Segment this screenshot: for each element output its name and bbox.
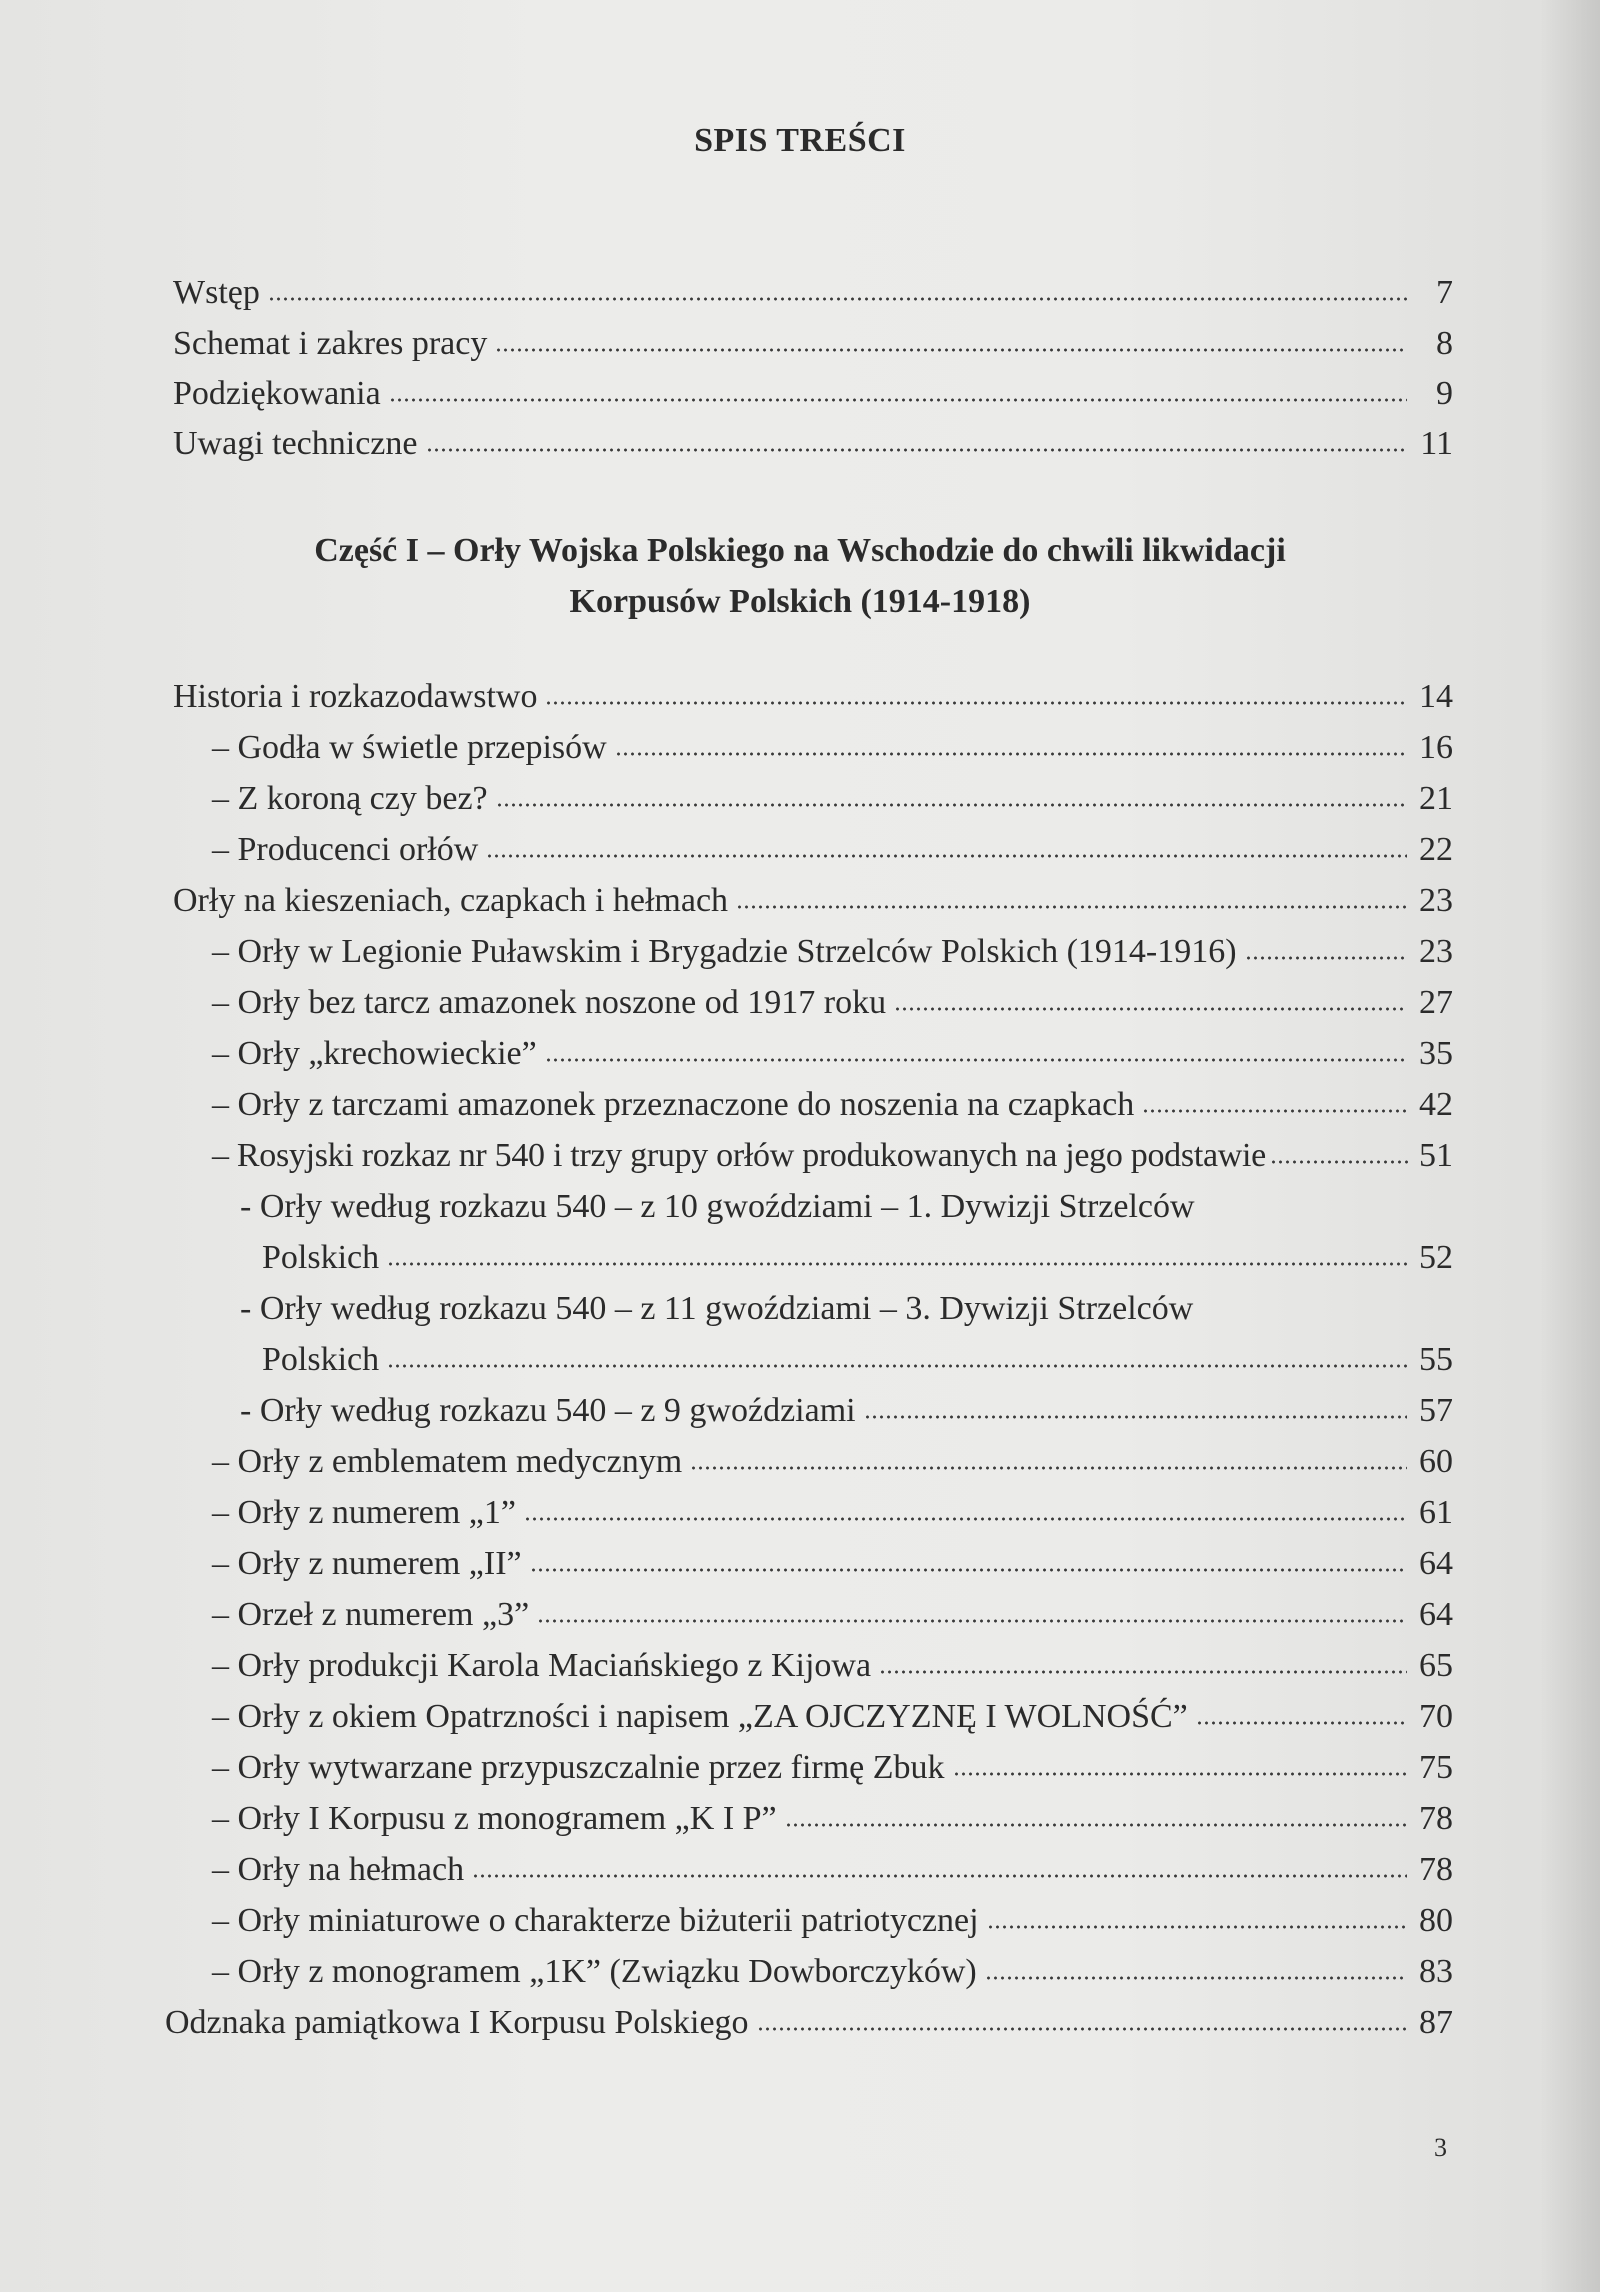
part-title-line2: Korpusów Polskich (1914-1918) <box>569 583 1031 620</box>
dot-leader <box>387 1260 1407 1268</box>
toc-entry <box>173 424 1453 464</box>
dot-leader <box>879 1668 1407 1676</box>
toc-entry-page: 16 <box>1419 729 1453 766</box>
toc-entry-page: 14 <box>1419 678 1453 715</box>
toc-entry-page: 8 <box>1436 325 1453 362</box>
dot-leader <box>530 1566 1407 1574</box>
dot-leader <box>953 1770 1407 1778</box>
toc-entry <box>212 1595 1453 1635</box>
toc-entry-label: Schemat i zakres pracy <box>173 325 488 362</box>
toc-entry <box>212 1850 1453 1890</box>
toc-entry-page: 75 <box>1419 1749 1453 1786</box>
dot-leader <box>987 1923 1407 1931</box>
toc-entry <box>212 932 1453 972</box>
toc-entry-page: 64 <box>1419 1545 1453 1582</box>
toc-entry-page: 80 <box>1419 1902 1453 1939</box>
toc-entry-label: – Orły „krechowieckie” <box>212 1035 537 1072</box>
dot-leader <box>537 1617 1407 1625</box>
page-number: 3 <box>1434 2133 1447 2162</box>
toc-entry-page: 87 <box>1419 2004 1453 2041</box>
dot-leader <box>426 446 1408 454</box>
toc-entry <box>212 983 1453 1023</box>
toc-entry-label: Wstęp <box>173 274 260 311</box>
dot-leader <box>1270 1158 1411 1166</box>
toc-entry <box>212 1442 1453 1482</box>
toc-entry-label: – Orły miniaturowe o charakterze biżuterii patriotycznej <box>212 1902 979 1939</box>
dot-leader <box>496 801 1407 809</box>
dot-leader <box>1142 1107 1407 1115</box>
toc-entry-page: 70 <box>1419 1698 1453 1735</box>
dot-leader <box>690 1464 1407 1472</box>
toc-entry <box>262 1238 1453 1278</box>
toc-entry <box>212 1697 1453 1737</box>
toc-entry <box>212 1034 1453 1074</box>
toc-entry <box>240 1391 1453 1431</box>
toc-entry-page: 60 <box>1419 1443 1453 1480</box>
dot-leader <box>389 396 1407 404</box>
dot-leader <box>524 1515 1407 1523</box>
toc-entry <box>173 273 1453 313</box>
toc-entry-page: 51 <box>1419 1137 1453 1174</box>
dot-leader <box>1196 1719 1407 1727</box>
toc-entry-page: 57 <box>1419 1392 1453 1429</box>
toc-entry-label: – Orły bez tarcz amazonek noszone od 1917 roku <box>212 984 887 1021</box>
toc-entry-label: – Producenci orłów <box>212 831 479 868</box>
toc-entry-label: – Orły produkcji Karola Maciańskiego z Kijowa <box>212 1647 872 1684</box>
toc-entry-page: 22 <box>1419 831 1453 868</box>
toc-entry-label: – Orły z emblematem medycznym <box>212 1443 683 1480</box>
toc-entry <box>212 1085 1453 1125</box>
toc-entry <box>212 1646 1453 1686</box>
toc-entry <box>212 779 1453 819</box>
dot-leader <box>545 699 1407 707</box>
toc-entry-label: Podziękowania <box>173 375 381 412</box>
toc-entry <box>212 1748 1453 1788</box>
toc-entry-page: 55 <box>1419 1341 1453 1378</box>
dot-leader <box>785 1821 1407 1829</box>
toc-entry-page: 23 <box>1419 882 1453 919</box>
dot-leader <box>864 1413 1407 1421</box>
toc-entry-label-line1: - Orły według rozkazu 540 – z 11 gwoździami – 3. Dywizji Strzelców <box>240 1290 1194 1327</box>
toc-entry-label: – Orły z tarczami amazonek przeznaczone do noszenia na czapkach <box>212 1086 1135 1123</box>
dot-leader <box>736 903 1407 911</box>
toc-entry <box>165 2003 1453 2043</box>
toc-entry-page: 61 <box>1419 1494 1453 1531</box>
dot-leader <box>486 852 1407 860</box>
toc-entry-label: - Orły według rozkazu 540 – z 9 gwoździami <box>240 1392 856 1429</box>
toc-entry <box>212 1493 1453 1533</box>
toc-entry-label: – Z koroną czy bez? <box>212 780 488 817</box>
toc-entry <box>262 1340 1453 1380</box>
dot-leader <box>985 1974 1407 1982</box>
dot-leader <box>1245 954 1407 962</box>
toc-entry <box>212 830 1453 870</box>
toc-entry-label: – Orły I Korpusu z monogramem „K I P” <box>212 1800 777 1837</box>
toc-entry-label: Polskich <box>262 1239 380 1276</box>
toc-entry-label: Uwagi techniczne <box>173 425 418 462</box>
toc-entry-page: 64 <box>1419 1596 1453 1633</box>
toc-entry <box>212 1952 1453 1992</box>
toc-entry <box>173 374 1453 414</box>
toc-entry-page: 11 <box>1420 425 1453 462</box>
toc-entry-page: 23 <box>1419 933 1453 970</box>
toc-entry <box>173 677 1453 717</box>
toc-entry <box>212 1544 1453 1584</box>
toc-entry-page: 7 <box>1436 274 1453 311</box>
toc-entry-label: Odznaka pamiątkowa I Korpusu Polskiego <box>165 2004 749 2041</box>
toc-entry <box>212 1136 1453 1176</box>
toc-entry-label: – Orły w Legionie Puławskim i Brygadzie Strzelców Polskich (1914-1916) <box>212 933 1237 970</box>
toc-entry <box>212 1799 1453 1839</box>
toc-entry-page: 21 <box>1419 780 1453 817</box>
toc-entry <box>173 881 1453 921</box>
toc-entry-page: 65 <box>1419 1647 1453 1684</box>
toc-entry-label: – Orły z monogramem „1K” (Związku Dowborczyków) <box>212 1953 977 1990</box>
toc-entry-label: – Rosyjski rozkaz nr 540 i trzy grupy orłów produkowanych na jego podstawie <box>212 1137 1266 1174</box>
toc-entry-label: – Orły z numerem „II” <box>212 1545 522 1582</box>
dot-leader <box>757 2025 1407 2033</box>
dot-leader <box>472 1872 1407 1880</box>
toc-entry-page: 35 <box>1419 1035 1453 1072</box>
dot-leader <box>615 750 1407 758</box>
toc-entry-page: 78 <box>1419 1851 1453 1888</box>
page-heading: SPIS TREŚCI <box>694 122 906 159</box>
toc-entry-page: 78 <box>1419 1800 1453 1837</box>
dot-leader <box>495 346 1407 354</box>
toc-entry <box>173 324 1453 364</box>
toc-entry-label: Orły na kieszeniach, czapkach i hełmach <box>173 882 729 919</box>
toc-entry-label: – Orły na hełmach <box>212 1851 465 1888</box>
toc-entry-page: 27 <box>1419 984 1453 1021</box>
dot-leader <box>387 1362 1407 1370</box>
dot-leader <box>894 1005 1407 1013</box>
toc-entry-label: – Orły z numerem „1” <box>212 1494 516 1531</box>
toc-entry-label: – Orły wytwarzane przypuszczalnie przez firmę Zbuk <box>212 1749 945 1786</box>
toc-entry-label: Polskich <box>262 1341 380 1378</box>
toc-entry-page: 52 <box>1419 1239 1453 1276</box>
toc-entry-label: Historia i rozkazodawstwo <box>173 678 538 715</box>
toc-entry-label: – Orły z okiem Opatrzności i napisem „ZA OJCZYZNĘ I WOLNOŚĆ” <box>212 1698 1188 1735</box>
toc-entry-label-line1: - Orły według rozkazu 540 – z 10 gwoździami – 1. Dywizji Strzelców <box>240 1188 1195 1225</box>
toc-entry <box>212 728 1453 768</box>
toc-entry-page: 9 <box>1436 375 1453 412</box>
toc-entry-page: 42 <box>1419 1086 1453 1123</box>
toc-entry-label: – Godła w świetle przepisów <box>212 729 607 766</box>
dot-leader <box>545 1056 1407 1064</box>
toc-entry <box>212 1901 1453 1941</box>
dot-leader <box>268 295 1407 303</box>
toc-entry-label: – Orzeł z numerem „3” <box>212 1596 530 1633</box>
toc-entry-page: 83 <box>1419 1953 1453 1990</box>
part-title-line1: Część I – Orły Wojska Polskiego na Wschodzie do chwili likwidacji <box>314 532 1286 569</box>
